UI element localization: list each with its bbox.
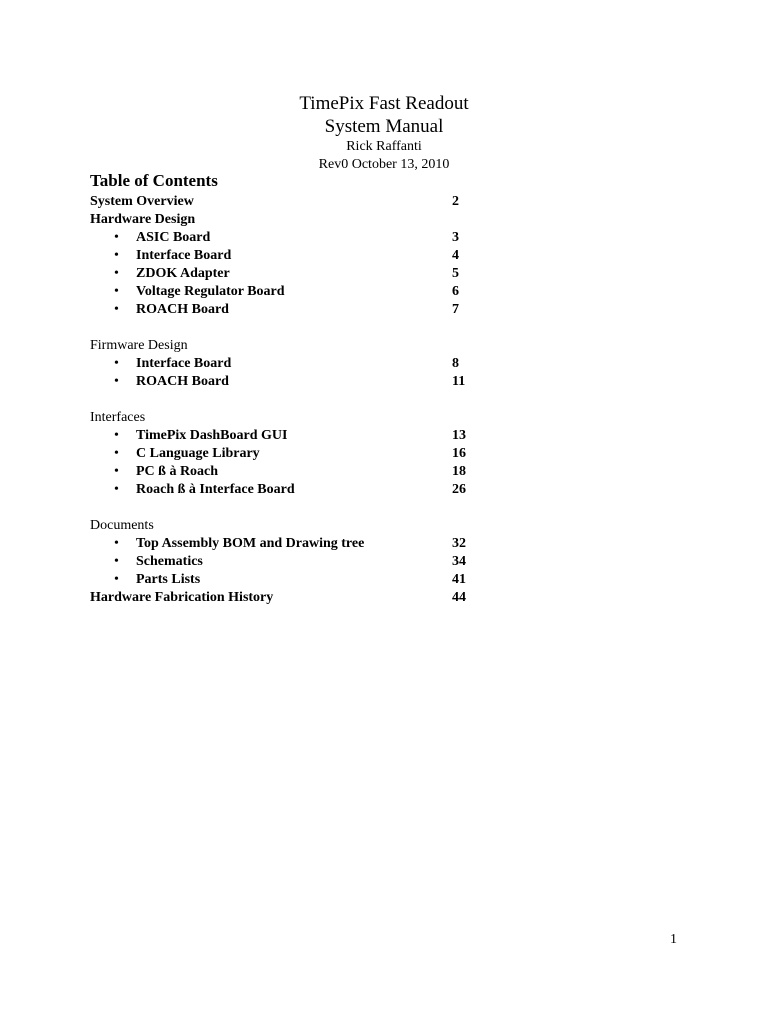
toc-entry-page: 4 (452, 248, 459, 263)
bullet-icon: • (114, 356, 119, 371)
toc-entry (90, 247, 490, 265)
toc-entry-label: Documents (90, 518, 154, 533)
toc-entry (90, 535, 490, 553)
toc-entry-label: System Overview (90, 194, 194, 209)
toc-entry-page: 34 (452, 554, 466, 569)
bullet-icon: • (114, 230, 119, 245)
toc-entry-page: 13 (452, 428, 466, 443)
bullet-icon: • (114, 536, 119, 551)
toc-entry-label: Interface Board (136, 356, 232, 371)
toc-entry (90, 553, 490, 571)
toc-entry-page: 26 (452, 482, 466, 497)
bullet-icon: • (114, 554, 119, 569)
toc-entry (90, 589, 490, 607)
bullet-icon: • (114, 266, 119, 281)
toc-entry-label: C Language Library (136, 446, 260, 461)
document-title: TimePix Fast Readout (299, 93, 469, 114)
toc-entry (90, 463, 490, 481)
toc-entry-label: ROACH Board (136, 374, 229, 389)
bullet-icon: • (114, 482, 119, 497)
bullet-icon: • (114, 446, 119, 461)
toc-entry-page: 41 (452, 572, 466, 587)
toc-entry-page: 3 (452, 230, 459, 245)
toc-entry-label: TimePix DashBoard GUI (136, 428, 288, 443)
toc-entry-page: 11 (452, 374, 466, 389)
author-name: Rick Raffanti (346, 139, 422, 154)
toc-entry-page: 7 (452, 302, 459, 317)
toc-entry-label: ROACH Board (136, 302, 229, 317)
toc-entry-label: Interfaces (90, 410, 146, 425)
toc-heading: Table of Contents (90, 171, 218, 190)
toc-section-heading (90, 517, 490, 535)
toc-entry (90, 301, 490, 319)
toc-entry (90, 283, 490, 301)
toc-entry-label: Top Assembly BOM and Drawing tree (136, 536, 365, 551)
toc-entry (90, 355, 490, 373)
toc-entry-page: 8 (452, 356, 459, 371)
toc-entry-page: 32 (452, 536, 466, 551)
toc-entry-label: Interface Board (136, 248, 232, 263)
toc-entry (90, 193, 490, 211)
toc-section-heading (90, 337, 490, 355)
bullet-icon: • (114, 464, 119, 479)
bullet-icon: • (114, 428, 119, 443)
toc-entry-label: Roach ß à Interface Board (136, 482, 295, 497)
toc-entry (90, 265, 490, 283)
toc-entry (90, 427, 490, 445)
toc-entry-page: 18 (452, 464, 466, 479)
title-block (0, 92, 768, 174)
toc-entry-page: 44 (452, 590, 466, 605)
toc-entry-page: 2 (452, 194, 459, 209)
toc-entry-page: 5 (452, 266, 459, 281)
toc-entry (90, 445, 490, 463)
bullet-icon: • (114, 572, 119, 587)
bullet-icon: • (114, 302, 119, 317)
spacer (90, 499, 490, 517)
toc-entry-label: ASIC Board (136, 230, 211, 245)
toc-entry-page: 6 (452, 284, 459, 299)
page-number: 1 (670, 932, 677, 947)
toc-entry-label: Voltage Regulator Board (136, 284, 285, 299)
toc-entry (90, 229, 490, 247)
toc-entry-label: ZDOK Adapter (136, 266, 230, 281)
bullet-icon: • (114, 248, 119, 263)
toc-entry-label: Firmware Design (90, 338, 188, 353)
toc-entry-label: Schematics (136, 554, 203, 569)
bullet-icon: • (114, 374, 119, 389)
toc-entry (90, 481, 490, 499)
spacer (90, 391, 490, 409)
toc-entry (90, 373, 490, 391)
toc-entry-label: Hardware Fabrication History (90, 590, 274, 605)
spacer (90, 319, 490, 337)
toc-entry-label: Parts Lists (136, 572, 201, 587)
revision-date: Rev0 October 13, 2010 (318, 157, 450, 172)
toc-entry (90, 571, 490, 589)
table-of-contents (90, 170, 490, 607)
toc-entry-label: PC ß à Roach (136, 464, 219, 479)
bullet-icon: • (114, 284, 119, 299)
toc-entry-label: Hardware Design (90, 212, 196, 227)
toc-entry-page: 16 (452, 446, 466, 461)
toc-section-heading (90, 211, 490, 229)
document-subtitle: System Manual (324, 116, 444, 137)
toc-section-heading (90, 409, 490, 427)
